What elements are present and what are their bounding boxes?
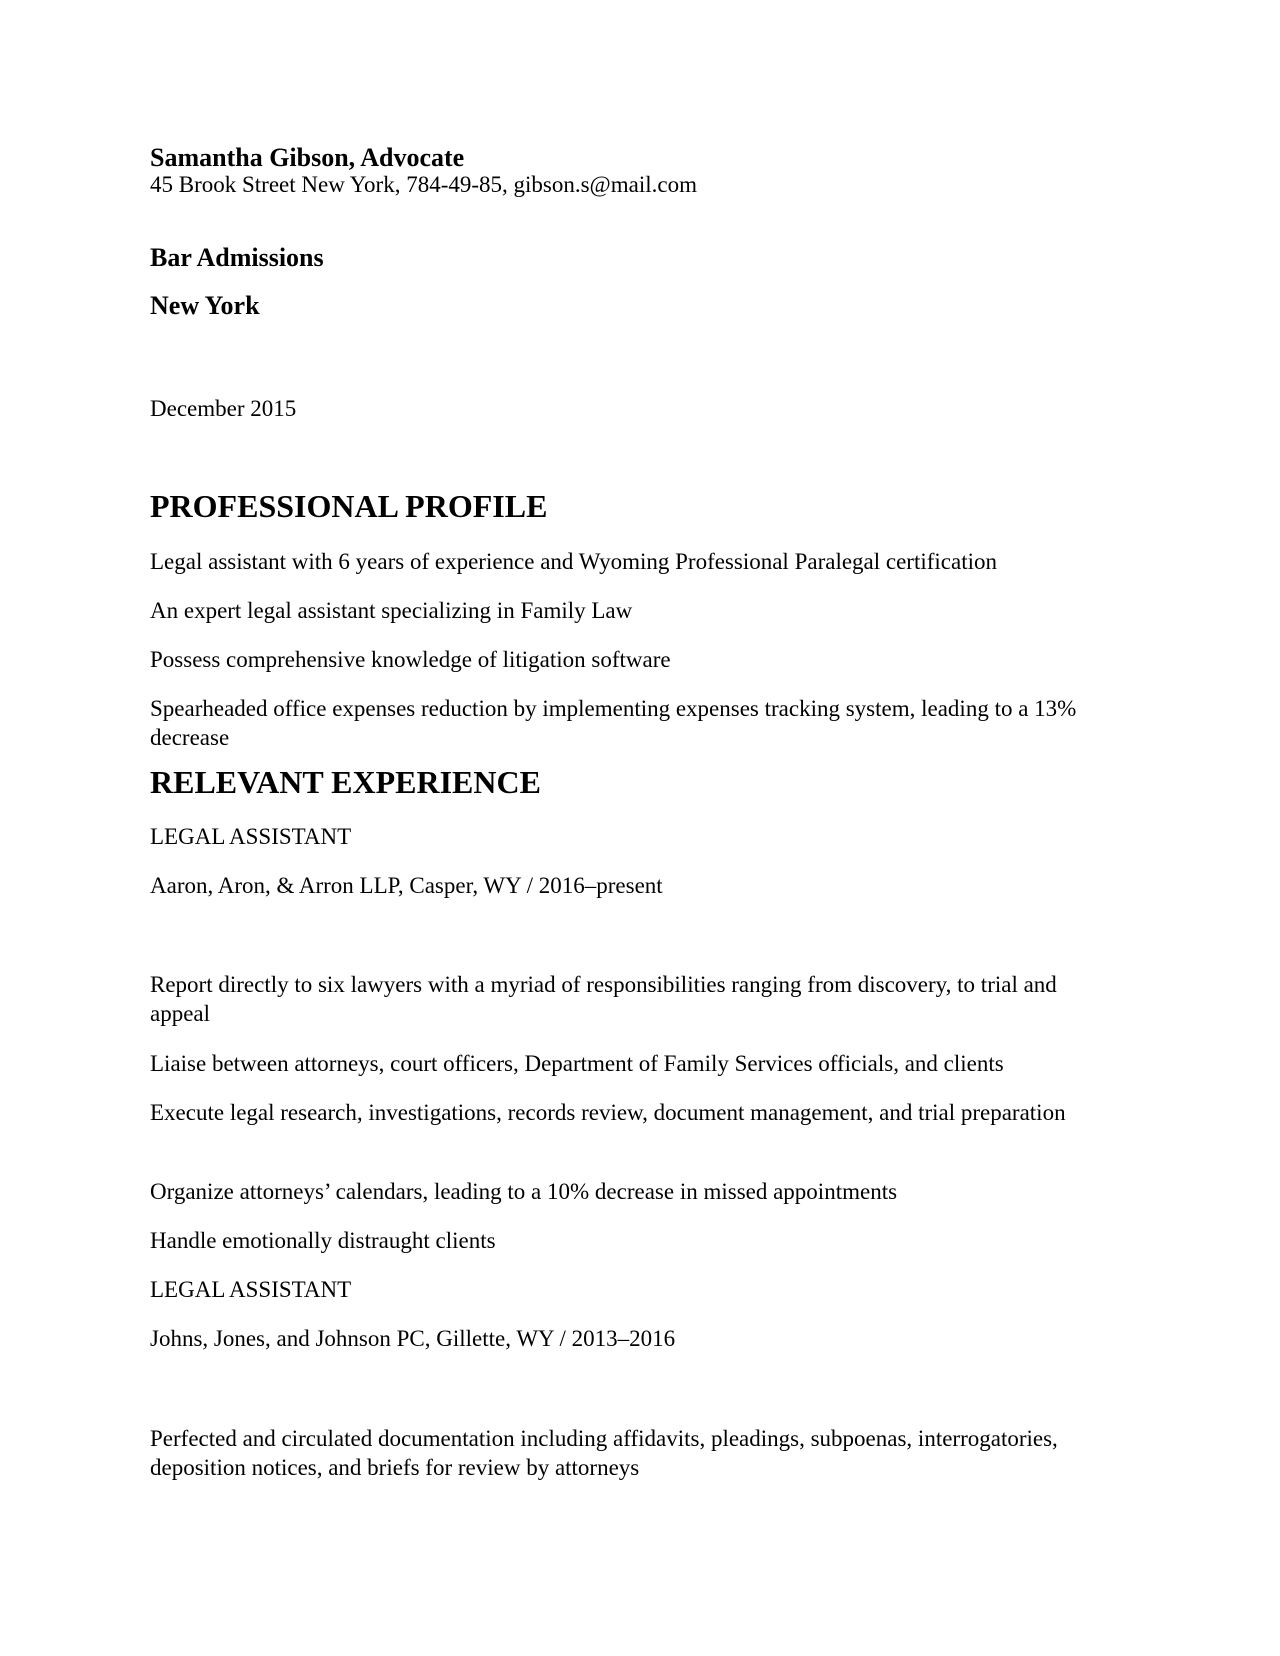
profile-item: An expert legal assistant specializing in Family Law	[150, 598, 633, 623]
bar-admissions-date: December 2015	[150, 396, 297, 421]
relevant-experience-heading: RELEVANT EXPERIENCE	[150, 764, 541, 800]
bar-admissions-state: New York	[150, 291, 260, 320]
job-duty: Report directly to six lawyers with a myriad of responsibilities ranging from discovery, to trial and appeal	[150, 972, 1057, 1026]
candidate-name: Samantha Gibson, Advocate	[150, 143, 465, 172]
contact-line: 45 Brook Street New York, 784-49-85, gibson.s@mail.com	[150, 172, 697, 197]
bar-admissions-heading: Bar Admissions	[150, 243, 324, 272]
job-title: LEGAL ASSISTANT	[150, 1277, 352, 1302]
job-employer: Aaron, Aron, & Arron LLP, Casper, WY / 2016–present	[150, 873, 663, 898]
job-title: LEGAL ASSISTANT	[150, 824, 352, 849]
job-duty: Organize attorneys’ calendars, leading to a 10% decrease in missed appointments	[150, 1179, 898, 1204]
job-duty: Perfected and circulated documentation including affidavits, pleadings, subpoenas, interrogatories, deposition notices, and briefs for review by attorneys	[150, 1426, 1058, 1480]
job-duty: Liaise between attorneys, court officers, Department of Family Services officials, and clients	[150, 1051, 1004, 1076]
professional-profile-heading: PROFESSIONAL PROFILE	[150, 488, 548, 524]
profile-item: Legal assistant with 6 years of experience and Wyoming Professional Paralegal certification	[150, 549, 997, 574]
job-duty: Handle emotionally distraught clients	[150, 1228, 496, 1253]
profile-item: Spearheaded office expenses reduction by implementing expenses tracking system, leading to a 13% decrease	[150, 696, 1077, 750]
job-duty: Execute legal research, investigations, records review, document management, and trial preparation	[150, 1100, 1066, 1125]
profile-item: Possess comprehensive knowledge of litigation software	[150, 647, 671, 672]
job-employer: Johns, Jones, and Johnson PC, Gillette, WY / 2013–2016	[150, 1326, 676, 1351]
